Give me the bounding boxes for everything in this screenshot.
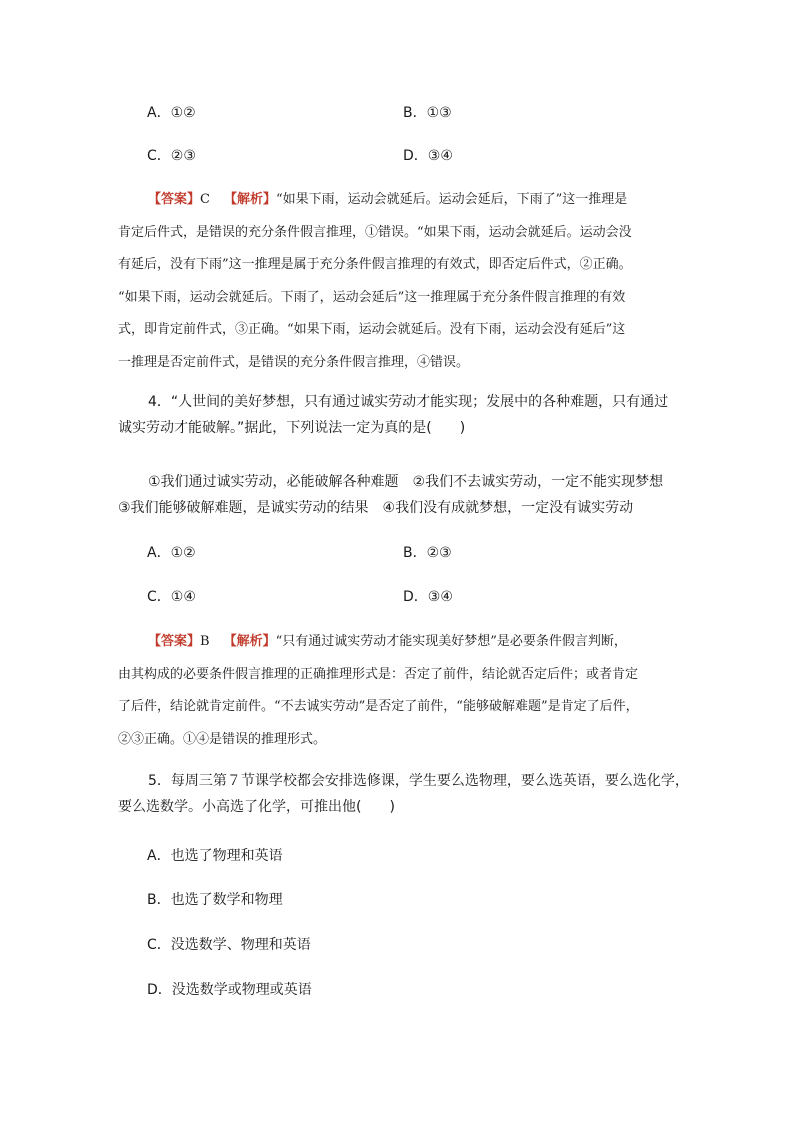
option-text: ③④: [427, 148, 453, 164]
option-letter: D: [403, 148, 414, 164]
analysis-line: [118, 632, 678, 652]
q5-option-d[interactable]: D．没选数学或物理或英语: [147, 982, 312, 998]
option-letter: A: [147, 848, 157, 864]
q4-option-b[interactable]: B．②③: [403, 545, 452, 561]
analysis-line: [118, 190, 678, 210]
stem-line: 要么选数学。小高选了化学，可推出他( ): [118, 799, 395, 815]
stem-line: 4．“人世间的美好梦想，只有通过诚实劳动才能实现；发展中的各种难题，只有通过: [148, 394, 669, 410]
q4-option-c[interactable]: C．①④: [147, 589, 196, 605]
analysis-line: ②③正确。①④是错误的推理形式。: [118, 731, 327, 747]
q4-option-a[interactable]: A．①②: [147, 545, 196, 561]
stem-line: 诚实劳动才能破解。”据此，下列说法一定为真的是( ): [118, 420, 466, 436]
option-text: 也选了物理和英语: [170, 848, 283, 864]
q3-option-c[interactable]: C．②③: [147, 148, 196, 164]
option-letter: A: [147, 545, 157, 561]
analysis-line: 由其构成的必要条件假言推理的正确推理形式是：否定了前件，结论就否定后件；或者肯定: [118, 666, 639, 682]
stem-line: 5．每周三第７节课学校都会安排选修课，学生要么选物理，要么选英语，要么选化学，: [148, 773, 689, 789]
analysis-line: 一推理是否定前件式，是错误的充分条件假言推理，④错误。: [118, 354, 470, 370]
option-letter: D: [403, 589, 414, 605]
option-text: ①②: [170, 105, 196, 121]
q5-option-c[interactable]: C．没选数学、物理和英语: [147, 937, 311, 953]
option-letter: B: [403, 545, 413, 561]
option-letter: C: [147, 589, 157, 605]
option-text: ①③: [426, 105, 452, 121]
analysis-line: 了后件，结论就肯定前件。“不去诚实劳动”是否定了前件，“能够破解难题”是肯定了后件，: [118, 699, 639, 714]
option-text: ②③: [170, 148, 196, 164]
option-text: 没选数学、物理和英语: [170, 937, 311, 953]
q4-stem: [118, 392, 678, 444]
option-letter: C: [147, 937, 157, 953]
analysis-text: “只有通过诚实劳动才能实现美好梦想”是必要条件假言判断，: [275, 634, 627, 649]
q5-stem: [118, 771, 689, 823]
analysis-tag: 【解析】: [223, 192, 276, 207]
statement-line: ①我们通过诚实劳动，必能破解各种难题 ②我们不去诚实劳动，一定不能实现梦想: [148, 474, 664, 490]
q3-analysis: [118, 190, 678, 385]
option-text: ①②: [170, 545, 196, 561]
q5-option-a[interactable]: A．也选了物理和英语: [147, 848, 283, 864]
analysis-text: “如果下雨，运动会就延后。运动会延后，下雨了”这一推理是: [275, 192, 628, 207]
analysis-line: 式，即肯定前件式，③正确。“如果下雨，运动会就延后。没有下雨，运动会没有延后”这: [118, 322, 626, 337]
option-text: ①④: [170, 589, 196, 605]
statement-line: ③我们能够破解难题，是诚实劳动的结果 ④我们没有成就梦想，一定没有诚实劳动: [118, 500, 634, 516]
option-text: 没选数学或物理或英语: [171, 982, 312, 998]
option-letter: A: [147, 105, 157, 121]
q3-option-d[interactable]: D．③④: [403, 148, 453, 164]
option-text: ②③: [426, 545, 452, 561]
option-text: ③④: [427, 589, 453, 605]
q5-option-b[interactable]: B．也选了数学和物理: [147, 892, 283, 908]
option-letter: B: [403, 105, 413, 121]
analysis-line: 肯定后件式，是错误的充分条件假言推理，①错误。“如果下雨，运动会就延后。运动会没: [118, 224, 632, 240]
option-letter: D: [147, 982, 158, 998]
answer-value: B: [200, 634, 210, 649]
analysis-line: 有延后，没有下雨”这一推理是属于充分条件假言推理的有效式，即否定后件式，②正确。: [118, 257, 632, 272]
answer-value: C: [200, 192, 210, 207]
answer-tag: 【答案】: [148, 634, 201, 649]
analysis-line: “如果下雨，运动会就延后。下雨了，运动会延后”这一推理属于充分条件假言推理的有效: [118, 289, 626, 305]
option-text: 也选了数学和物理: [170, 892, 283, 908]
q4-statements: [118, 472, 678, 524]
option-letter: C: [147, 148, 157, 164]
q4-option-d[interactable]: D．③④: [403, 589, 453, 605]
q4-analysis: [118, 632, 678, 762]
q3-option-a[interactable]: A．①②: [147, 105, 196, 121]
answer-tag: 【答案】: [148, 192, 201, 207]
option-letter: B: [147, 892, 157, 908]
analysis-tag: 【解析】: [223, 634, 276, 649]
q3-option-b[interactable]: B．①③: [403, 105, 452, 121]
